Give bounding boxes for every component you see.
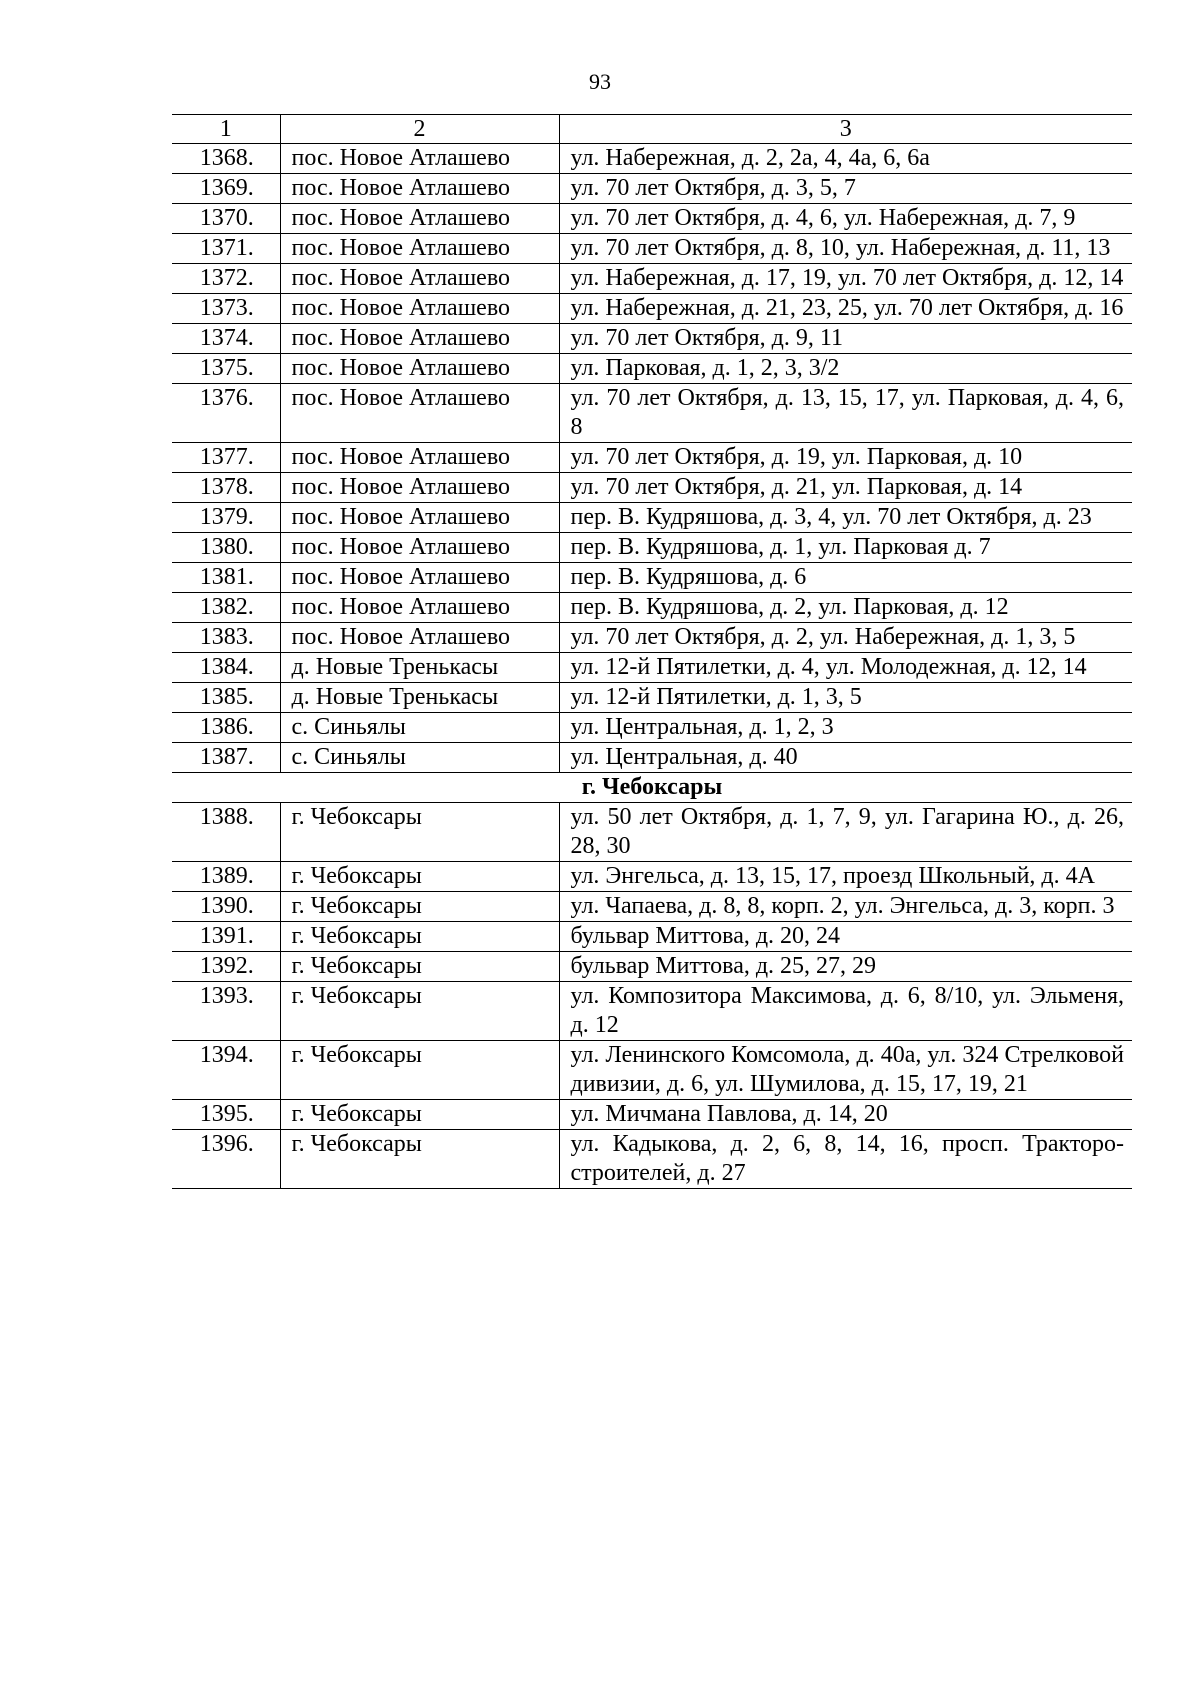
row-address: ул. 70 лет Октября, д. 21, ул. Парковая, д. 14 [559,473,1132,503]
row-locality: пос. Новое Атлашево [280,623,559,653]
row-locality: пос. Новое Атлашево [280,354,559,384]
row-locality: г. Чебоксары [280,1041,559,1100]
row-number: 1370. [172,204,280,234]
table-row [172,1100,1132,1130]
row-locality: пос. Новое Атлашево [280,294,559,324]
table-row [172,623,1132,653]
row-number: 1372. [172,264,280,294]
table-row [172,264,1132,294]
table-row [172,473,1132,503]
row-address: ул. 70 лет Октября, д. 3, 5, 7 [559,174,1132,204]
row-address: ул. Ленинского Комсомола, д. 40а, ул. 324 Стрелковой дивизии, д. 6, ул. Шумилова, д. 15, 17, 19, 21 [559,1041,1132,1100]
row-address: ул. 70 лет Октября, д. 9, 11 [559,324,1132,354]
header-col-3: 3 [559,115,1132,144]
table-row [172,384,1132,443]
row-address: ул. 12-й Пятилетки, д. 1, 3, 5 [559,683,1132,713]
row-address: ул. 50 лет Октября, д. 1, 7, 9, ул. Гагарина Ю., д. 26, 28, 30 [559,803,1132,862]
row-number: 1376. [172,384,280,443]
row-number: 1377. [172,443,280,473]
table-row [172,204,1132,234]
table-row [172,982,1132,1041]
table-row [172,533,1132,563]
header-row [172,115,1132,144]
row-number: 1379. [172,503,280,533]
row-address: ул. Набережная, д. 2, 2а, 4, 4а, 6, 6а [559,144,1132,174]
row-locality: пос. Новое Атлашево [280,384,559,443]
row-number: 1373. [172,294,280,324]
row-address: ул. 70 лет Октября, д. 2, ул. Набережная, д. 1, 3, 5 [559,623,1132,653]
row-number: 1385. [172,683,280,713]
row-locality: с. Синьялы [280,713,559,743]
row-address: пер. В. Кудряшова, д. 2, ул. Парковая, д. 12 [559,593,1132,623]
table-row [172,713,1132,743]
table-row [172,144,1132,174]
table-row [172,683,1132,713]
row-address: ул. Чапаева, д. 8, 8, корп. 2, ул. Энгельса, д. 3, корп. 3 [559,892,1132,922]
row-number: 1375. [172,354,280,384]
table-row [172,503,1132,533]
table-row [172,294,1132,324]
address-table [172,114,1132,1189]
section-header-group [172,773,1132,803]
row-address: ул. Парковая, д. 1, 2, 3, 3/2 [559,354,1132,384]
row-number: 1369. [172,174,280,204]
row-number: 1395. [172,1100,280,1130]
row-number: 1394. [172,1041,280,1100]
row-address: ул. 70 лет Октября, д. 4, 6, ул. Набережная, д. 7, 9 [559,204,1132,234]
row-locality: пос. Новое Атлашево [280,533,559,563]
row-address: ул. Мичмана Павлова, д. 14, 20 [559,1100,1132,1130]
row-locality: пос. Новое Атлашево [280,204,559,234]
table-row [172,324,1132,354]
table-row [172,234,1132,264]
row-locality: пос. Новое Атлашево [280,324,559,354]
row-locality: г. Чебоксары [280,1100,559,1130]
table-row [172,443,1132,473]
row-address: ул. 70 лет Октября, д. 8, 10, ул. Набережная, д. 11, 13 [559,234,1132,264]
table-row [172,653,1132,683]
row-number: 1368. [172,144,280,174]
row-address: ул. Композитора Максимова, д. 6, 8/10, ул. Эльменя, д. 12 [559,982,1132,1041]
row-locality: пос. Новое Атлашево [280,234,559,264]
row-locality: пос. Новое Атлашево [280,264,559,294]
row-address: ул. Набережная, д. 17, 19, ул. 70 лет Октября, д. 12, 14 [559,264,1132,294]
row-number: 1374. [172,324,280,354]
section-title: г. Чебоксары [172,773,1132,803]
row-locality: г. Чебоксары [280,892,559,922]
table-row [172,354,1132,384]
table-row [172,593,1132,623]
row-number: 1383. [172,623,280,653]
row-address: ул. 70 лет Октября, д. 19, ул. Парковая, д. 10 [559,443,1132,473]
row-address: ул. 12-й Пятилетки, д. 4, ул. Молодежная, д. 12, 14 [559,653,1132,683]
row-locality: с. Синьялы [280,743,559,773]
section-row [172,773,1132,803]
row-number: 1380. [172,533,280,563]
row-locality: д. Новые Тренькасы [280,653,559,683]
table-row [172,803,1132,862]
row-locality: пос. Новое Атлашево [280,174,559,204]
row-address: пер. В. Кудряшова, д. 6 [559,563,1132,593]
table-row [172,174,1132,204]
row-locality: пос. Новое Атлашево [280,473,559,503]
table-row [172,952,1132,982]
row-address: пер. В. Кудряшова, д. 3, 4, ул. 70 лет Октября, д. 23 [559,503,1132,533]
row-locality: пос. Новое Атлашево [280,563,559,593]
row-locality: г. Чебоксары [280,1130,559,1189]
row-locality: г. Чебоксары [280,982,559,1041]
table-row [172,922,1132,952]
row-number: 1382. [172,593,280,623]
row-locality: г. Чебоксары [280,952,559,982]
row-number: 1381. [172,563,280,593]
row-address: ул. 70 лет Октября, д. 13, 15, 17, ул. Парковая, д. 4, 6, 8 [559,384,1132,443]
row-address: ул. Энгельса, д. 13, 15, 17, проезд Школьный, д. 4А [559,862,1132,892]
row-address: ул. Кадыкова, д. 2, 6, 8, 14, 16, просп. Тракторостроителей, д. 27 [559,1130,1132,1189]
row-number: 1371. [172,234,280,264]
row-number: 1390. [172,892,280,922]
row-locality: пос. Новое Атлашево [280,503,559,533]
row-number: 1386. [172,713,280,743]
table-body-rural [172,144,1132,773]
table-row [172,892,1132,922]
row-number: 1378. [172,473,280,503]
row-address: пер. В. Кудряшова, д. 1, ул. Парковая д. 7 [559,533,1132,563]
table-row [172,1041,1132,1100]
row-locality: г. Чебоксары [280,862,559,892]
row-address: ул. Набережная, д. 21, 23, 25, ул. 70 лет Октября, д. 16 [559,294,1132,324]
row-locality: г. Чебоксары [280,803,559,862]
table-row [172,563,1132,593]
row-address: бульвар Миттова, д. 25, 27, 29 [559,952,1132,982]
row-locality: пос. Новое Атлашево [280,144,559,174]
table-row [172,743,1132,773]
page-number: 93 [589,69,611,94]
row-address: ул. Центральная, д. 1, 2, 3 [559,713,1132,743]
table-body-city [172,803,1132,1189]
row-number: 1396. [172,1130,280,1189]
row-number: 1387. [172,743,280,773]
row-address: ул. Центральная, д. 40 [559,743,1132,773]
row-locality: г. Чебоксары [280,922,559,952]
table-header [172,115,1132,144]
row-number: 1384. [172,653,280,683]
table-row [172,1130,1132,1189]
row-number: 1393. [172,982,280,1041]
header-col-1: 1 [172,115,280,144]
table-row [172,862,1132,892]
row-locality: пос. Новое Атлашево [280,443,559,473]
header-col-2: 2 [280,115,559,144]
row-number: 1392. [172,952,280,982]
row-locality: д. Новые Тренькасы [280,683,559,713]
row-locality: пос. Новое Атлашево [280,593,559,623]
row-number: 1388. [172,803,280,862]
row-address: бульвар Миттова, д. 20, 24 [559,922,1132,952]
row-number: 1391. [172,922,280,952]
row-number: 1389. [172,862,280,892]
